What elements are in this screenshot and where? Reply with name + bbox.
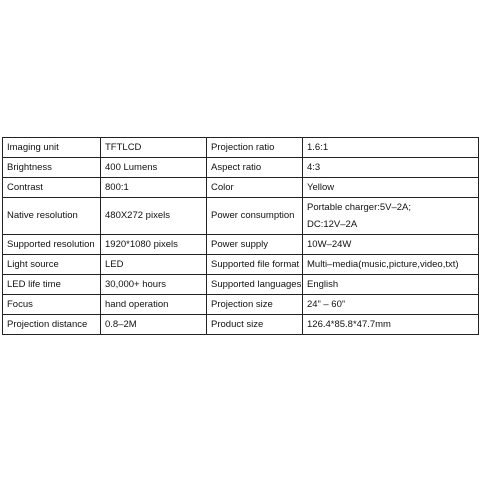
spec-value: 10W–24W bbox=[303, 235, 479, 255]
spec-label: Contrast bbox=[3, 178, 101, 198]
spec-value: 126.4*85.8*47.7mm bbox=[303, 315, 479, 335]
spec-label: Supported resolution bbox=[3, 235, 101, 255]
spec-value: 400 Lumens bbox=[101, 158, 207, 178]
spec-table bbox=[2, 137, 479, 335]
spec-label: Light source bbox=[3, 255, 101, 275]
spec-label: Native resolution bbox=[3, 198, 101, 235]
table-row bbox=[3, 198, 479, 235]
spec-label: Focus bbox=[3, 295, 101, 315]
spec-label: Projection ratio bbox=[207, 138, 303, 158]
spec-label: Projection size bbox=[207, 295, 303, 315]
table-row bbox=[3, 178, 479, 198]
spec-label: Power consumption bbox=[207, 198, 303, 235]
spec-label: Brightness bbox=[3, 158, 101, 178]
spec-value: hand operation bbox=[101, 295, 207, 315]
spec-value: TFTLCD bbox=[101, 138, 207, 158]
spec-label: Power supply bbox=[207, 235, 303, 255]
spec-label: LED life time bbox=[3, 275, 101, 295]
spec-value: LED bbox=[101, 255, 207, 275]
table-row bbox=[3, 235, 479, 255]
table-row bbox=[3, 315, 479, 335]
spec-value: 4:3 bbox=[303, 158, 479, 178]
spec-value: Yellow bbox=[303, 178, 479, 198]
spec-value: Multi–media(music,picture,video,txt) bbox=[303, 255, 479, 275]
spec-label: Supported file format bbox=[207, 255, 303, 275]
spec-value: 1.6:1 bbox=[303, 138, 479, 158]
spec-value-line: DC:12V–2A bbox=[307, 219, 358, 230]
spec-value: 480X272 pixels bbox=[101, 198, 207, 235]
spec-label: Supported languages bbox=[207, 275, 303, 295]
spec-label: Aspect ratio bbox=[207, 158, 303, 178]
spec-value: 1920*1080 pixels bbox=[101, 235, 207, 255]
spec-value: English bbox=[303, 275, 479, 295]
spec-value: 0.8–2M bbox=[101, 315, 207, 335]
table-row bbox=[3, 275, 479, 295]
table-row bbox=[3, 138, 479, 158]
spec-value: 30,000+ hours bbox=[101, 275, 207, 295]
table-row bbox=[3, 158, 479, 178]
spec-value: 24” – 60” bbox=[303, 295, 479, 315]
spec-label: Imaging unit bbox=[3, 138, 101, 158]
spec-label: Product size bbox=[207, 315, 303, 335]
table-row bbox=[3, 295, 479, 315]
spec-label: Color bbox=[207, 178, 303, 198]
spec-value-line: Portable charger:5V–2A; bbox=[307, 202, 412, 213]
spec-value-multiline bbox=[303, 198, 479, 235]
spec-value: 800:1 bbox=[101, 178, 207, 198]
table-row bbox=[3, 255, 479, 275]
spec-label: Projection distance bbox=[3, 315, 101, 335]
